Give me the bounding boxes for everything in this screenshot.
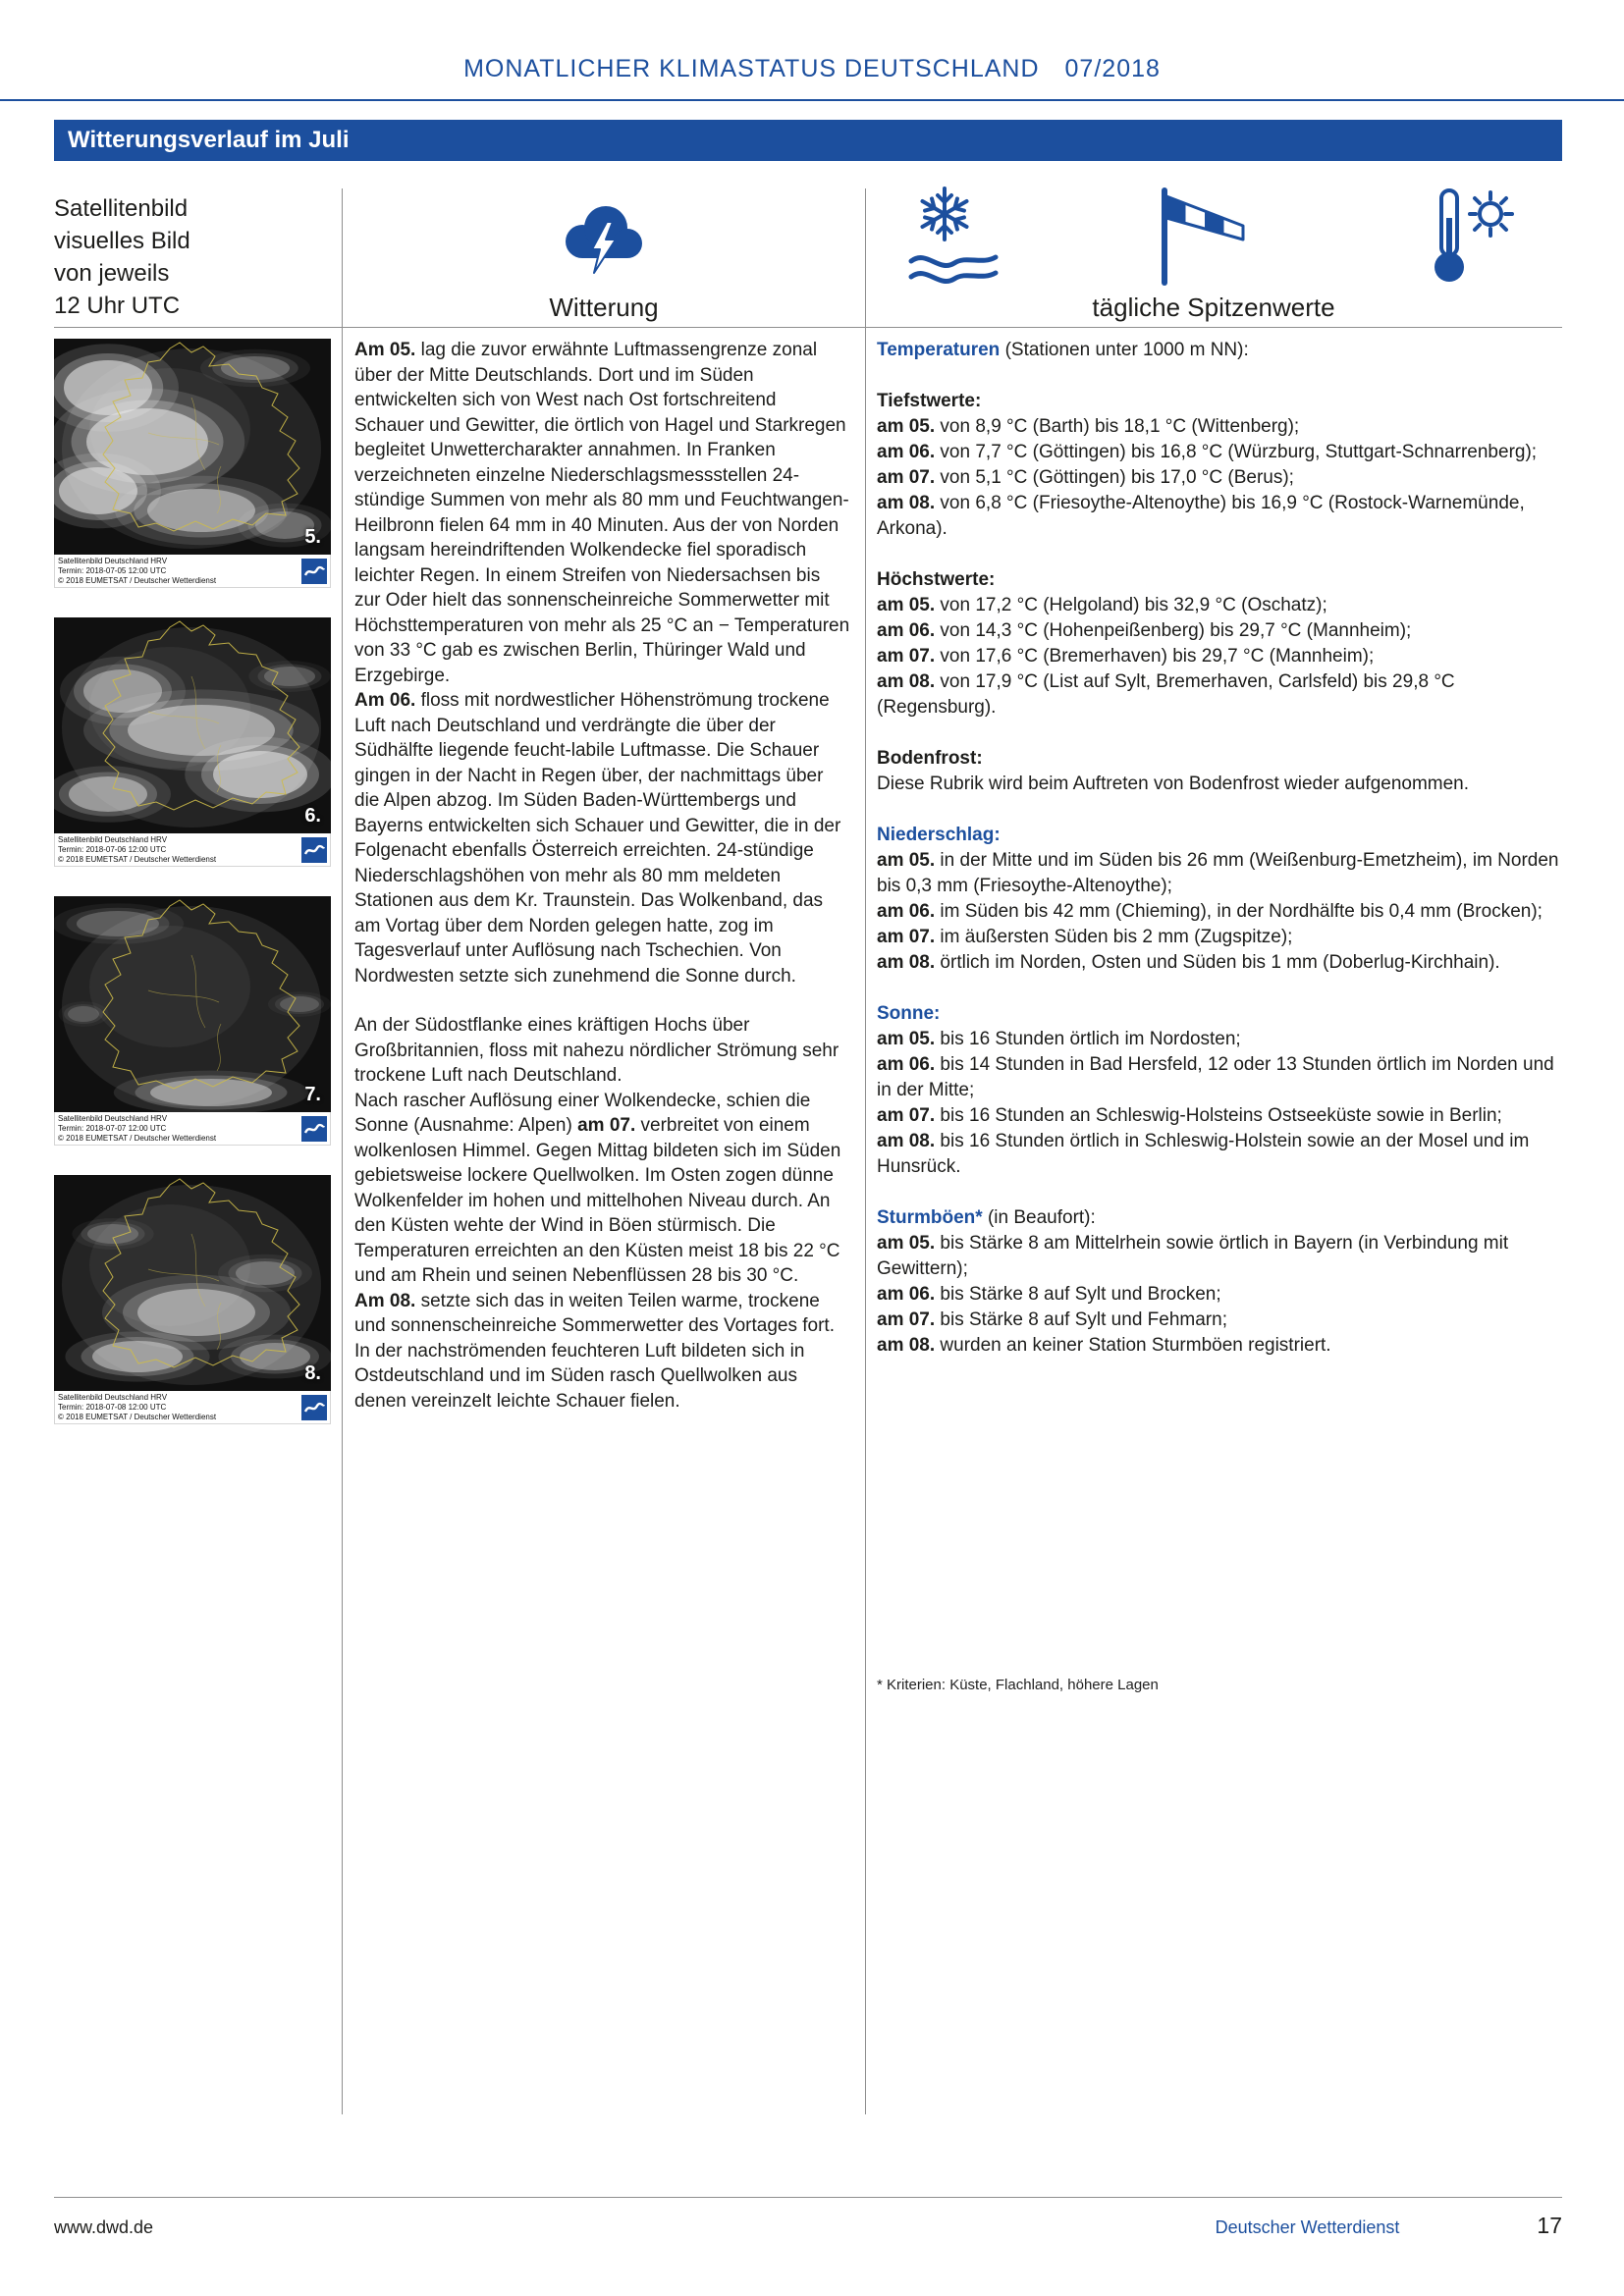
info-block — [877, 567, 1562, 721]
witterung-label: Witterung — [549, 293, 659, 322]
caption-copyright: © 2018 EUMETSAT / Deutscher Wetterdienst — [58, 1412, 217, 1421]
paragraph — [354, 1013, 850, 1089]
block-heading — [877, 823, 1562, 848]
text-segment: Bodenfrost: — [877, 748, 983, 769]
text-segment: Sonne: — [877, 1003, 941, 1024]
paragraph — [354, 1289, 850, 1415]
block-heading — [877, 746, 1562, 772]
text-segment: am 06. — [877, 901, 936, 922]
info-block — [877, 1205, 1562, 1359]
text-segment: bis 16 Stunden örtlich im Nordosten; — [935, 1029, 1241, 1049]
column-header-rule — [54, 327, 1562, 328]
column-divider-left — [342, 188, 343, 2114]
text-segment: Höchstwerte: — [877, 569, 996, 590]
satellite-image-card — [54, 339, 331, 588]
spitzenwerte-text — [877, 338, 1562, 1359]
satellite-image-card — [54, 896, 331, 1146]
text-segment: Tiefstwerte: — [877, 391, 982, 411]
satellite-photo — [54, 1175, 331, 1391]
witterung-text — [354, 338, 850, 1414]
text-segment: bis Stärke 8 auf Sylt und Brocken; — [935, 1284, 1221, 1305]
text-segment: am 08. — [877, 1335, 936, 1356]
info-block — [877, 338, 1562, 363]
satellite-image — [54, 617, 331, 833]
report-issue: 07/2018 — [1064, 55, 1161, 82]
block-line — [877, 772, 1562, 797]
block-line — [877, 465, 1562, 491]
info-block — [877, 823, 1562, 976]
text-segment: (Stationen unter 1000 m NN): — [1000, 340, 1249, 360]
text-segment: Am 06. — [354, 690, 416, 711]
text-segment: bis Stärke 8 am Mittelrhein sowie örtlich in Bayern (in Verbindung mit Gewittern); — [877, 1233, 1509, 1279]
text-segment: am 05. — [877, 850, 936, 871]
text-segment: am 07. — [877, 927, 936, 947]
satellite-caption-lines — [58, 1393, 216, 1422]
text-segment: am 08. — [877, 952, 936, 973]
block-line — [877, 1027, 1562, 1052]
block-line — [877, 1282, 1562, 1308]
info-block — [877, 389, 1562, 542]
satellite-number: 7. — [304, 1084, 321, 1105]
snowflake-road-icon — [905, 183, 1000, 289]
publisher-name: Deutscher Wetterdienst — [1215, 2217, 1400, 2237]
satellite-caption-lines — [58, 835, 216, 865]
text-segment: (in Beaufort): — [982, 1207, 1096, 1228]
text-segment: am 05. — [877, 1029, 936, 1049]
block-line — [877, 593, 1562, 618]
satellite-image — [54, 339, 331, 555]
text-segment: von 5,1 °C (Göttingen) bis 17,0 °C (Berus); — [935, 467, 1294, 488]
text-segment: am 08. — [877, 1131, 936, 1151]
satellite-photo — [54, 896, 331, 1112]
block-heading — [877, 338, 1562, 363]
block-line — [877, 1231, 1562, 1282]
satellite-intro-line: Satellitenbild — [54, 195, 189, 222]
info-block — [877, 746, 1562, 797]
spitzenwerte-icons — [866, 181, 1561, 291]
caption-time: Termin: 2018-07-08 12:00 UTC — [58, 1402, 167, 1412]
thermometer-sun-icon — [1416, 185, 1522, 287]
dwd-logo-icon — [301, 1116, 327, 1142]
text-segment: bis Stärke 8 auf Sylt und Fehmarn; — [935, 1309, 1227, 1330]
text-segment: von 7,7 °C (Göttingen) bis 16,8 °C (Würzburg, Stuttgart-Schnarrenberg); — [935, 442, 1538, 462]
caption-title: Satellitenbild Deutschland HRV — [58, 1113, 168, 1123]
page-title — [0, 55, 1624, 83]
text-segment: am 05. — [877, 1233, 936, 1254]
text-segment: setzte sich das in weiten Teilen warme, trockene und sonnenscheinreiche Sommerwetter des Vortages fort. In der nachströmenden feuchteren Luft bildeten sich in Ostdeutschland und im Süden rasch Quellwolken aus denen vereinzelt leichte Schauer fielen. — [354, 1290, 835, 1412]
info-block — [877, 1001, 1562, 1180]
text-segment: bis 14 Stunden in Bad Hersfeld, 12 oder 13 Stunden örtlich im Norden und in der Mitte; — [877, 1054, 1554, 1100]
spitzenwerte-header — [866, 181, 1561, 323]
block-line — [877, 848, 1562, 899]
text-segment: örtlich im Norden, Osten und Süden bis 1 mm (Doberlug-Kirchhain). — [935, 952, 1500, 973]
caption-time: Termin: 2018-07-07 12:00 UTC — [58, 1123, 167, 1133]
text-segment: im äußersten Süden bis 2 mm (Zugspitze); — [935, 927, 1293, 947]
satellite-number: 6. — [304, 805, 321, 827]
windsock-icon — [1153, 185, 1263, 287]
text-segment: An der Südostflanke eines kräftigen Hochs über Großbritannien, floss mit nahezu nördlicher Strömung sehr trockene Luft nach Deutschland. — [354, 1015, 839, 1086]
text-segment: am 08. — [877, 493, 936, 513]
text-segment: Temperaturen — [877, 340, 1001, 360]
cloud-lightning-icon — [553, 190, 655, 281]
header-rule — [0, 99, 1624, 101]
text-segment: von 17,6 °C (Bremerhaven) bis 29,7 °C (Mannheim); — [935, 646, 1375, 667]
text-segment: von 8,9 °C (Barth) bis 18,1 °C (Wittenberg); — [935, 416, 1300, 437]
satellite-intro-line: 12 Uhr UTC — [54, 293, 181, 319]
block-line — [877, 1103, 1562, 1129]
text-segment: am 07. — [877, 646, 936, 667]
block-line — [877, 644, 1562, 669]
block-line — [877, 950, 1562, 976]
caption-title: Satellitenbild Deutschland HRV — [58, 834, 168, 844]
dwd-logo-icon — [301, 837, 327, 863]
text-segment: Nach rascher Auflösung einer Wolkendecke, schien die Sonne (Ausnahme: Alpen) — [354, 1090, 811, 1136]
block-line — [877, 414, 1562, 440]
text-segment: am 07. — [877, 1105, 936, 1126]
text-segment: von 17,9 °C (List auf Sylt, Bremerhaven, Carlsfeld) bis 29,8 °C (Regensburg). — [877, 671, 1455, 718]
text-segment: am 06. — [877, 1054, 936, 1075]
section-banner: Witterungsverlauf im Juli — [54, 120, 1562, 161]
block-line — [877, 440, 1562, 465]
text-segment: am 05. — [877, 595, 936, 615]
footer-right — [1216, 2213, 1562, 2239]
block-line — [877, 925, 1562, 950]
report-title: MONATLICHER KLIMASTATUS DEUTSCHLAND — [463, 55, 1040, 82]
caption-copyright: © 2018 EUMETSAT / Deutscher Wetterdienst — [58, 1133, 217, 1143]
block-heading — [877, 567, 1562, 593]
dwd-logo-icon — [301, 1395, 327, 1420]
footer — [54, 2213, 1562, 2239]
block-line — [877, 1052, 1562, 1103]
satellite-image — [54, 1175, 331, 1391]
text-segment: bis 16 Stunden örtlich in Schleswig-Holstein sowie an der Mosel und im Hunsrück. — [877, 1131, 1530, 1177]
satellite-intro — [54, 192, 190, 322]
satellite-intro-line: von jeweils — [54, 260, 170, 287]
satellite-caption-lines — [58, 557, 216, 586]
block-line — [877, 669, 1562, 721]
text-segment: am 08. — [877, 671, 936, 692]
paragraph — [354, 1089, 850, 1289]
column-divider-right — [865, 188, 866, 2114]
block-line — [877, 1308, 1562, 1333]
caption-title: Satellitenbild Deutschland HRV — [58, 1392, 168, 1402]
text-segment: am 05. — [877, 416, 936, 437]
satellite-caption — [54, 555, 331, 588]
satellite-number: 5. — [304, 526, 321, 548]
block-line — [877, 899, 1562, 925]
satellite-caption — [54, 1112, 331, 1146]
text-segment: von 17,2 °C (Helgoland) bis 32,9 °C (Oschatz); — [935, 595, 1327, 615]
text-segment: am 07. — [877, 467, 936, 488]
caption-time: Termin: 2018-07-05 12:00 UTC — [58, 565, 167, 575]
satellite-images — [54, 339, 331, 1424]
caption-copyright: © 2018 EUMETSAT / Deutscher Wetterdienst — [58, 575, 217, 585]
text-segment: am 07. — [877, 1309, 936, 1330]
satellite-number: 8. — [304, 1362, 321, 1384]
block-line — [877, 491, 1562, 542]
text-segment: in der Mitte und im Süden bis 26 mm (Weißenburg-Emetzheim), im Norden bis 0,3 mm (Friesoythe-Altenoythe); — [877, 850, 1559, 896]
satellite-image-card — [54, 617, 331, 867]
spitzenwerte-label: tägliche Spitzenwerte — [1092, 293, 1335, 322]
text-segment: am 07. — [577, 1115, 636, 1136]
satellite-intro-line: visuelles Bild — [54, 228, 190, 254]
paragraph — [354, 688, 850, 988]
caption-time: Termin: 2018-07-06 12:00 UTC — [58, 844, 167, 854]
satellite-caption-lines — [58, 1114, 216, 1144]
block-heading — [877, 389, 1562, 414]
text-segment: Am 05. — [354, 340, 416, 360]
dwd-logo-icon — [301, 559, 327, 584]
text-segment: von 14,3 °C (Hohenpeißenberg) bis 29,7 °C (Mannheim); — [935, 620, 1412, 641]
footnote: * Kriterien: Küste, Flachland, höhere Lagen — [877, 1677, 1159, 1693]
text-segment: verbreitet von einem wolkenlosen Himmel. Gegen Mittag bildeten sich im Süden gebietsweise lockere Quellwolken. Im Osten zogen dünne Wolkenfelder im hohen und mittelhohen Niveau durch. An den Küsten wehte der Wind in Böen stürmisch. Die Temperaturen erreichten an den Küsten meist 18 bis 22 °C und am Rhein und seinen Nebenflüssen 28 bis 30 °C. — [354, 1115, 841, 1286]
paragraph — [354, 338, 850, 688]
text-segment: Am 08. — [354, 1290, 416, 1311]
text-segment: wurden an keiner Station Sturmböen registriert. — [935, 1335, 1331, 1356]
satellite-image-card — [54, 1175, 331, 1424]
block-line — [877, 1333, 1562, 1359]
text-segment: von 6,8 °C (Friesoythe-Altenoythe) bis 16,9 °C (Rostock-Warnemünde, Arkona). — [877, 493, 1525, 539]
witterung-header — [343, 181, 865, 323]
text-segment: bis 16 Stunden an Schleswig-Holsteins Ostseeküste sowie in Berlin; — [935, 1105, 1502, 1126]
page-number: 17 — [1537, 2213, 1562, 2238]
caption-title: Satellitenbild Deutschland HRV — [58, 556, 168, 565]
text-segment: Diese Rubrik wird beim Auftreten von Bodenfrost wieder aufgenommen. — [877, 774, 1470, 794]
text-segment: floss mit nordwestlicher Höhenströmung trockene Luft nach Deutschland und verdrängte die über der Südhälfte liegende feucht-labile Luftmasse. Die Schauer gingen in der Nacht in Regen über, der nachmittags über die Alpen abzog. Im Süden Baden-Württembergs und Bayerns entwickelten sich Schauer und Gewitter, die in der Folgenacht ebenfalls Österreich erreichten. 24-stündige Niederschlagshöhen von mehr als 80 mm meldeten Stationen aus dem Kr. Traunstein. Das Wolkenband, das am Vortag über dem Norden gelegen hatte, zog im Tagesverlauf unter Auflösung nach Tschechien. Von Nordwesten setzte sich zunehmend die Sonne durch. — [354, 690, 841, 987]
text-segment: am 06. — [877, 1284, 936, 1305]
block-heading — [877, 1205, 1562, 1231]
text-segment: am 06. — [877, 620, 936, 641]
witterung-icon-wrap — [343, 181, 865, 291]
footer-rule — [54, 2197, 1562, 2198]
satellite-caption — [54, 1391, 331, 1424]
satellite-photo — [54, 617, 331, 833]
block-line — [877, 618, 1562, 644]
website-link[interactable]: www.dwd.de — [54, 2217, 154, 2237]
text-segment: lag die zuvor erwähnte Luftmassengrenze zonal über der Mitte Deutschlands. Dort und im Süden entwickelten sich von West nach Ost fortschreitend Schauer und Gewitter, die örtlich von Hagel und Starkregen begleitet Unwettercharakter annahmen. In Franken verzeichneten einzelne Niederschlagsmessstellen 24-stündige Summen von mehr als 80 mm und Feuchtwangen-Heilbronn fielen 64 mm in 40 Minuten. Aus der von Norden langsam hereindriftenden Wolkendecke fiel sporadisch leichter Regen. In einem Streifen von Niedersachsen bis zur Oder hielt das sonnenscheinreiche Sommerwetter mit Höchsttemperaturen von mehr als 25 °C an − Temperaturen von 33 °C gab es zwischen Berlin, Thüringer Wald und Erzgebirge. — [354, 340, 850, 686]
satellite-photo — [54, 339, 331, 555]
text-segment: Sturmböen* — [877, 1207, 983, 1228]
text-segment: im Süden bis 42 mm (Chieming), in der Nordhälfte bis 0,4 mm (Brocken); — [935, 901, 1543, 922]
satellite-image — [54, 896, 331, 1112]
block-line — [877, 1129, 1562, 1180]
text-segment: am 06. — [877, 442, 936, 462]
satellite-caption — [54, 833, 331, 867]
block-heading — [877, 1001, 1562, 1027]
caption-copyright: © 2018 EUMETSAT / Deutscher Wetterdienst — [58, 854, 217, 864]
text-segment: Niederschlag: — [877, 825, 1001, 845]
